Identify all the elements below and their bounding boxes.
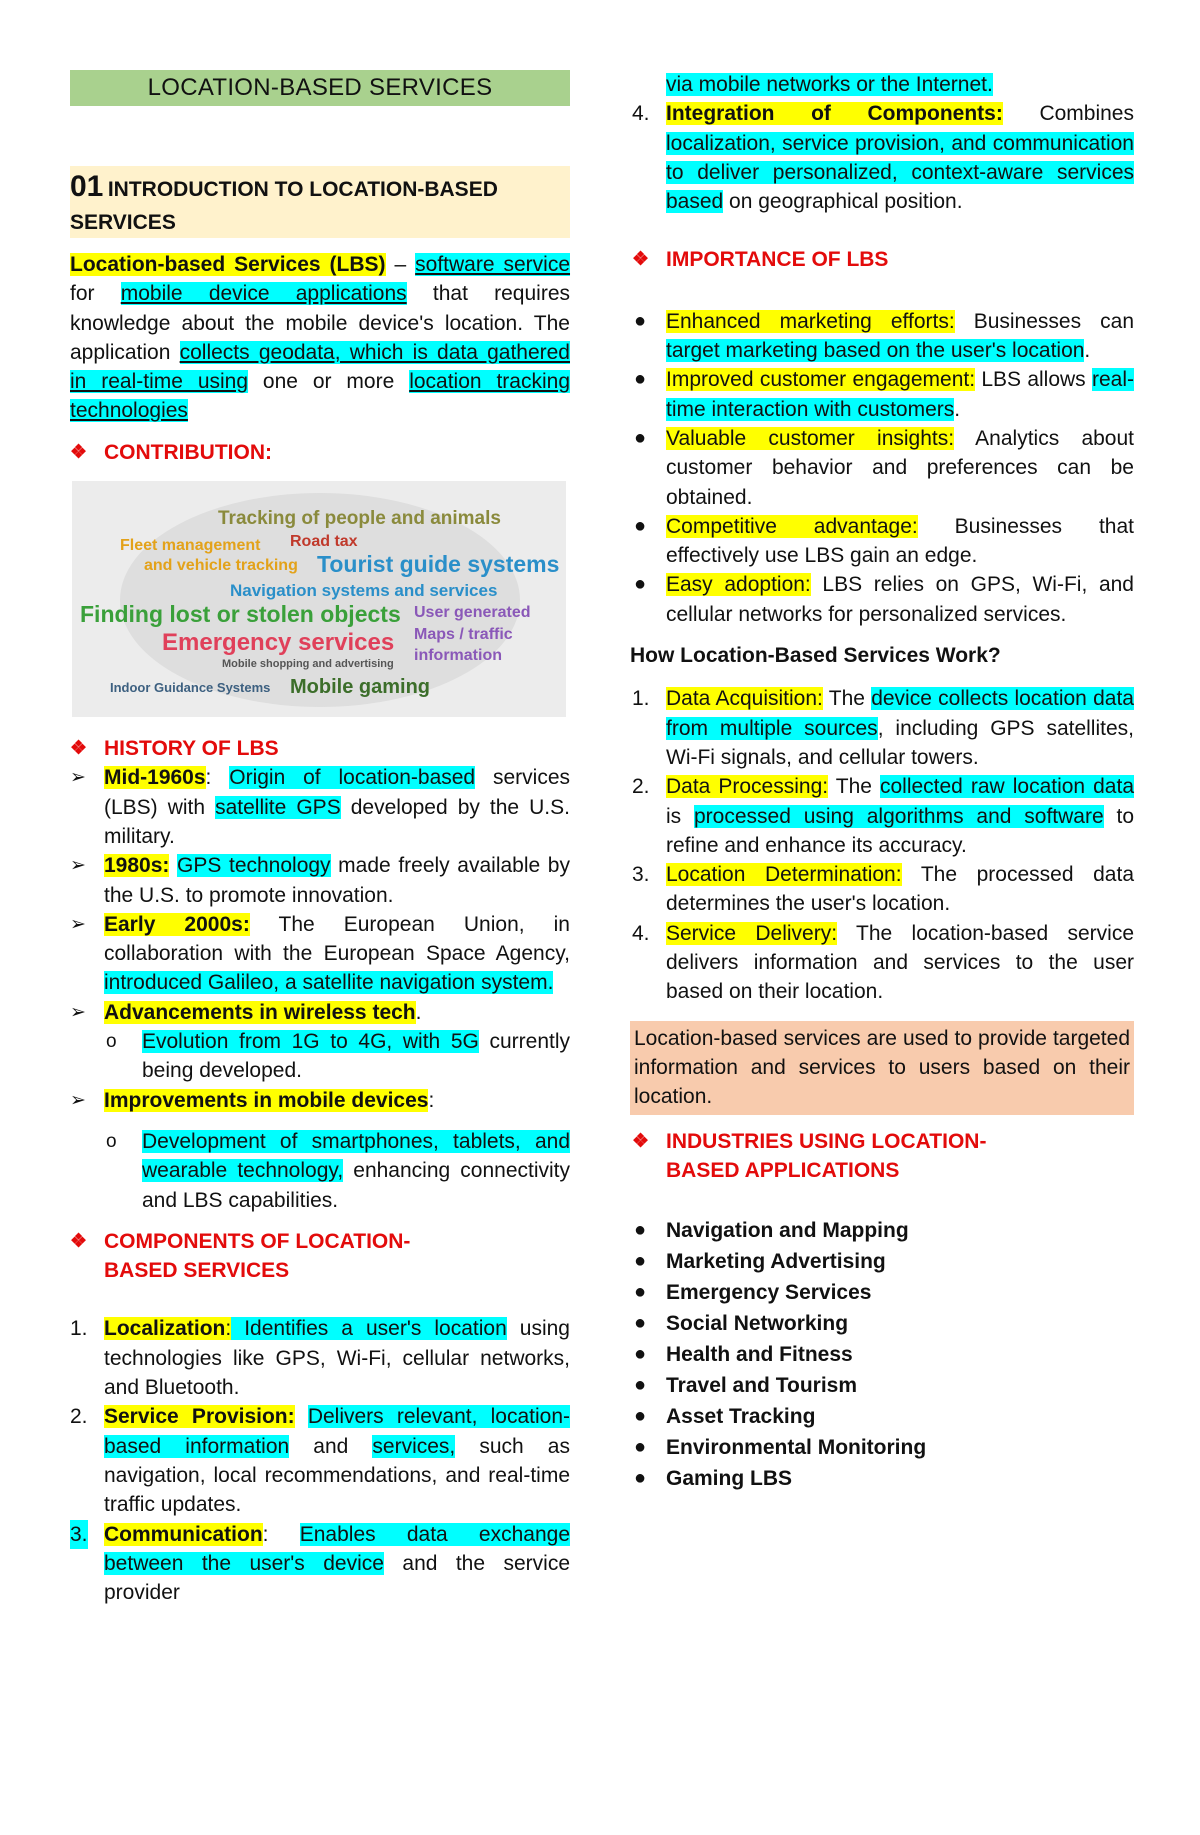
industry-label: Marketing Advertising — [666, 1250, 886, 1274]
components-list — [70, 1314, 570, 1607]
component-label: Localization — [104, 1317, 226, 1341]
component-text: : — [225, 1317, 232, 1341]
how-text: The — [822, 687, 872, 711]
industry-label: Gaming LBS — [666, 1467, 793, 1491]
contribution-heading — [70, 438, 570, 467]
history-text: currently being developed. — [142, 1030, 571, 1083]
dot-bullet-icon: ● — [634, 1219, 647, 1242]
industry-label: Environmental Monitoring — [666, 1436, 927, 1460]
word-finding: Finding lost or stolen objects — [80, 601, 401, 628]
history-item-2000s — [70, 910, 570, 998]
industry-item — [632, 1277, 1134, 1308]
importance-text: Analytics about customer behavior and preferences can be obtained. — [666, 426, 1134, 509]
component-integration — [632, 99, 1134, 216]
intro-link-software: software service — [415, 253, 571, 276]
importance-text: LBS allows — [975, 368, 1092, 392]
word-user-generated: User generated — [414, 604, 531, 622]
circle-bullet-icon: o — [106, 1031, 117, 1053]
dot-bullet-icon: ● — [634, 1343, 647, 1366]
list-number: 3. — [632, 863, 650, 887]
importance-highlight: target marketing based on the user's location — [666, 339, 1085, 363]
history-label: Early 2000s: — [104, 912, 250, 936]
arrow-bullet-icon: ➢ — [70, 855, 86, 877]
diamond-star-icon: ❖ — [70, 1230, 88, 1252]
industries-list — [632, 1215, 1134, 1494]
history-heading — [70, 734, 570, 763]
industry-item — [632, 1246, 1134, 1277]
devices-subitem — [70, 1127, 570, 1215]
industry-item — [632, 1339, 1134, 1370]
arrow-bullet-icon: ➢ — [70, 1089, 86, 1111]
components-heading-text: COMPONENTS OF LOCATION-BASED SERVICES — [104, 1229, 411, 1283]
list-number: 1. — [70, 1317, 88, 1341]
importance-heading — [632, 245, 1134, 274]
industries-heading — [632, 1127, 1134, 1186]
importance-text: . — [954, 397, 961, 421]
importance-label: Enhanced marketing efforts: — [666, 309, 955, 333]
word-fleet: Fleet management — [120, 537, 261, 555]
how-label: Service Delivery: — [666, 921, 838, 945]
importance-label: Easy adoption: — [666, 573, 811, 597]
component-localization — [70, 1314, 570, 1402]
importance-list — [632, 307, 1134, 629]
component-text: using technologies like GPS, Wi-Fi, cellular networks, and Bluetooth. — [104, 1317, 570, 1400]
intro-link-geodata: collects geodata, which is data gathered in real-time using — [70, 340, 570, 394]
history-item-devices — [70, 1086, 570, 1215]
intro-text-2: that requires knowledge about the mobile device's location. The application — [70, 282, 570, 364]
components-heading — [70, 1227, 570, 1286]
arrow-bullet-icon: ➢ — [70, 913, 86, 935]
dot-bullet-icon: ● — [634, 1467, 647, 1490]
how-heading-text: How Location-Based Services Work? — [630, 644, 1001, 668]
component-text: such as navigation, local recommendations, and real-time traffic updates. — [104, 1434, 570, 1517]
diamond-star-icon: ❖ — [632, 249, 650, 271]
importance-heading-text: IMPORTANCE OF LBS — [666, 248, 889, 272]
document-title: LOCATION-BASED SERVICES — [70, 70, 570, 106]
history-list — [70, 763, 570, 1214]
word-indoor: Indoor Guidance Systems — [110, 680, 271, 696]
how-text: to refine and enhance its accuracy. — [666, 804, 1135, 857]
history-item-1980s — [70, 851, 570, 910]
how-label: Data Acquisition: — [666, 687, 823, 711]
component-highlight: localization, service provision, and communication to deliver personalized, context-aware services based — [666, 131, 1134, 214]
word-vehicle: and vehicle tracking — [144, 557, 298, 575]
diamond-star-icon: ❖ — [70, 738, 88, 760]
history-text: services (LBS) with — [104, 766, 570, 819]
how-text: The — [828, 775, 880, 799]
how-step — [632, 860, 1134, 919]
history-highlight: Origin of location-based — [229, 766, 476, 790]
history-label: Mid-1960s — [104, 766, 206, 790]
wireless-sublist — [70, 1027, 570, 1086]
component-text: : — [262, 1522, 300, 1546]
components-list-continued — [632, 99, 1134, 216]
history-label: 1980s: — [104, 854, 170, 878]
list-number: 2. — [70, 1405, 88, 1429]
how-text: is — [666, 804, 694, 828]
dot-bullet-icon: ● — [634, 1374, 647, 1397]
circle-bullet-icon: o — [106, 1130, 117, 1152]
history-highlight: introduced Galileo, a satellite navigation system. — [104, 971, 554, 995]
history-label: Advancements in wireless tech — [104, 1000, 416, 1024]
how-text: The location-based service delivers information and services to the user based on their location. — [666, 921, 1135, 1004]
word-mobile-shopping: Mobile shopping and advertising — [222, 658, 394, 671]
contribution-word-cloud — [72, 481, 566, 717]
component-highlight: Identifies a user's location — [231, 1317, 507, 1341]
how-list — [632, 684, 1134, 1006]
intro-link-tracking: location tracking technologies — [70, 370, 570, 423]
component-label: Integration of Components: — [666, 102, 1003, 126]
dot-bullet-icon: ● — [634, 514, 647, 537]
industry-item — [632, 1308, 1134, 1339]
importance-item — [632, 307, 1134, 366]
how-heading — [630, 641, 1134, 670]
section-number: 01 — [70, 170, 104, 203]
list-number: 4. — [632, 102, 650, 126]
intro-text-1: for — [70, 282, 121, 306]
list-number: 4. — [632, 921, 650, 945]
dot-bullet-icon: ● — [634, 1281, 647, 1304]
history-label: Improvements in mobile devices — [104, 1088, 429, 1112]
word-maps: Maps / traffic — [414, 626, 513, 644]
importance-label: Competitive advantage: — [666, 514, 918, 538]
word-information: information — [414, 647, 502, 665]
word-navigation: Navigation systems and services — [230, 581, 498, 601]
how-text: , including GPS satellites, Wi-Fi signals, and cellular towers. — [666, 716, 1134, 769]
component-highlight: via mobile networks or the Internet. — [666, 73, 993, 96]
dot-bullet-icon: ● — [634, 368, 647, 391]
history-highlight: satellite GPS — [215, 795, 341, 819]
importance-item — [632, 424, 1134, 512]
component-communication — [70, 1520, 570, 1608]
wireless-subitem — [70, 1027, 570, 1086]
importance-item — [632, 570, 1134, 629]
history-text: developed by the U.S. military. — [104, 795, 570, 848]
component-highlight: Enables data exchange between the user's device — [104, 1522, 571, 1575]
industry-label: Social Networking — [666, 1312, 849, 1336]
dot-bullet-icon: ● — [634, 573, 647, 596]
history-text: : — [205, 766, 230, 790]
history-item-wireless — [70, 998, 570, 1086]
how-highlight: collected raw location data — [879, 775, 1135, 799]
arrow-bullet-icon: ➢ — [70, 1001, 86, 1023]
list-number: 3. — [70, 1520, 88, 1549]
diamond-star-icon: ❖ — [632, 1130, 650, 1152]
how-step — [632, 684, 1134, 772]
how-label: Data Processing: — [666, 775, 829, 799]
industry-item — [632, 1432, 1134, 1463]
history-text — [169, 854, 177, 877]
intro-dash: – — [385, 253, 416, 276]
how-step — [632, 772, 1134, 860]
importance-text: . — [1084, 339, 1091, 363]
intro-link-mobile: mobile device applications — [120, 282, 407, 306]
history-text: : — [428, 1088, 435, 1112]
component-label: Communication — [104, 1522, 263, 1546]
importance-text: LBS relies on GPS, Wi-Fi, and cellular networks for personalized services. — [666, 573, 1134, 626]
importance-label: Valuable customer insights: — [666, 426, 955, 450]
devices-sublist — [70, 1127, 570, 1215]
component-text: on geographical position. — [723, 190, 963, 214]
importance-item — [632, 365, 1134, 424]
word-tracking: Tracking of people and animals — [218, 508, 501, 530]
dot-bullet-icon: ● — [634, 309, 647, 332]
industry-label: Navigation and Mapping — [666, 1219, 909, 1243]
list-number: 1. — [632, 687, 650, 711]
industry-label: Asset Tracking — [666, 1405, 816, 1429]
word-tourist: Tourist guide systems — [317, 551, 560, 578]
dot-bullet-icon: ● — [634, 1436, 647, 1459]
industries-heading-text: INDUSTRIES USING LOCATION-BASED APPLICATIONS — [666, 1129, 987, 1182]
dot-bullet-icon: ● — [634, 1312, 647, 1335]
history-text: enhancing connectivity and LBS capabilities. — [142, 1159, 570, 1212]
intro-text-3: one or more — [248, 370, 410, 394]
how-label: Location Determination: — [666, 863, 902, 887]
intro-section-header — [70, 166, 570, 238]
intro-body — [70, 250, 570, 1607]
history-item-1960s — [70, 763, 570, 851]
history-text: The European Union, in collaboration with the European Space Agency, — [104, 912, 570, 966]
industry-item — [632, 1463, 1134, 1494]
history-highlight: GPS technology — [177, 854, 331, 878]
importance-highlight: real-time interaction with customers — [666, 368, 1134, 421]
component-label: Service Provision: — [104, 1405, 295, 1429]
history-text: . — [415, 1000, 422, 1024]
how-step — [632, 919, 1134, 1007]
importance-text: Businesses that effectively use LBS gain an edge. — [666, 514, 1134, 568]
history-highlight: Development of smartphones, tablets, and wearable technology, — [142, 1129, 570, 1183]
word-emergency: Emergency services — [162, 629, 395, 657]
component-text: and — [289, 1434, 373, 1458]
industry-item — [632, 1401, 1134, 1432]
right-column-body — [632, 70, 1134, 1494]
how-highlight: processed using algorithms and software — [694, 804, 1104, 828]
history-heading-text: HISTORY OF LBS — [104, 737, 279, 761]
component-service-provision — [70, 1402, 570, 1519]
industry-item — [632, 1215, 1134, 1246]
dot-bullet-icon: ● — [634, 426, 647, 449]
importance-text: Businesses can — [954, 309, 1134, 333]
communication-continued — [632, 70, 1134, 99]
how-text: The processed data determines the user's location. — [666, 863, 1134, 916]
intro-paragraph — [70, 250, 570, 426]
diamond-star-icon: ❖ — [70, 441, 88, 463]
component-highlight: services, — [372, 1434, 456, 1458]
summary-note: Location-based services are used to provide targeted information and services to users based on their location. — [630, 1021, 1134, 1115]
dot-bullet-icon: ● — [634, 1250, 647, 1273]
word-road-tax: Road tax — [290, 533, 358, 551]
importance-item — [632, 512, 1134, 571]
intro-heading: INTRODUCTION TO LOCATION-BASED SERVICES — [70, 178, 498, 234]
contribution-heading-text: CONTRIBUTION: — [104, 440, 272, 464]
lbs-term: Location-based Services (LBS) — [70, 253, 386, 276]
history-text: made freely available by the U.S. to promote innovation. — [104, 854, 570, 907]
importance-label: Improved customer engagement: — [666, 368, 976, 392]
dot-bullet-icon: ● — [634, 1405, 647, 1428]
industry-item — [632, 1370, 1134, 1401]
history-highlight: Evolution from 1G to 4G, with 5G — [142, 1030, 479, 1054]
industry-label: Emergency Services — [666, 1281, 872, 1305]
how-highlight: device collects location data from multiple sources — [666, 687, 1134, 740]
industry-label: Travel and Tourism — [666, 1374, 857, 1398]
word-mobile-gaming: Mobile gaming — [290, 676, 430, 699]
list-number: 2. — [632, 775, 650, 799]
component-text: and the service provider — [104, 1551, 570, 1605]
industry-label: Health and Fitness — [666, 1343, 853, 1367]
arrow-bullet-icon: ➢ — [70, 767, 86, 789]
component-text — [295, 1405, 308, 1428]
component-highlight: Delivers relevant, location-based information — [104, 1405, 570, 1458]
component-text: Combines — [1002, 102, 1134, 126]
